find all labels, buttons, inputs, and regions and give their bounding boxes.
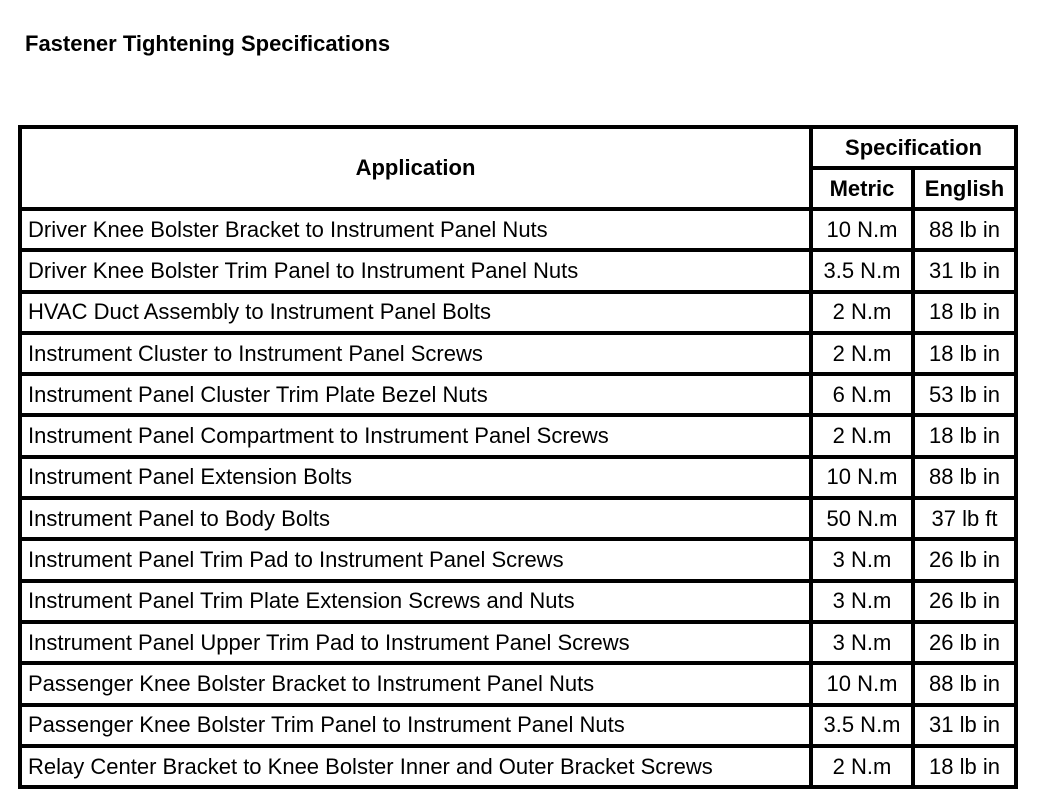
english-cell: 37 lb ft	[915, 500, 1018, 541]
metric-cell: 6 N.m	[813, 376, 915, 417]
english-cell: 31 lb in	[915, 707, 1018, 748]
application-cell: HVAC Duct Assembly to Instrument Panel Bolts	[22, 294, 813, 335]
application-cell: Instrument Panel Compartment to Instrument Panel Screws	[22, 417, 813, 458]
specification-header: Specification	[813, 129, 1018, 170]
table-row	[22, 211, 1018, 252]
table-row	[22, 459, 1018, 500]
english-cell: 26 lb in	[915, 583, 1018, 624]
fastener-spec-table	[18, 125, 1018, 789]
table-row	[22, 624, 1018, 665]
application-cell: Instrument Panel to Body Bolts	[22, 500, 813, 541]
metric-cell: 3.5 N.m	[813, 707, 915, 748]
metric-cell: 3.5 N.m	[813, 252, 915, 293]
metric-cell: 10 N.m	[813, 665, 915, 706]
metric-cell: 3 N.m	[813, 541, 915, 582]
application-header: Application	[22, 129, 813, 211]
english-cell: 18 lb in	[915, 294, 1018, 335]
table-row	[22, 707, 1018, 748]
english-cell: 26 lb in	[915, 541, 1018, 582]
table-row	[22, 376, 1018, 417]
english-header: English	[915, 170, 1018, 211]
table-row	[22, 748, 1018, 789]
table-row	[22, 541, 1018, 582]
metric-cell: 2 N.m	[813, 335, 915, 376]
application-cell: Passenger Knee Bolster Bracket to Instrument Panel Nuts	[22, 665, 813, 706]
application-cell: Instrument Cluster to Instrument Panel Screws	[22, 335, 813, 376]
table-row	[22, 417, 1018, 458]
table-row	[22, 252, 1018, 293]
english-cell: 26 lb in	[915, 624, 1018, 665]
application-cell: Instrument Panel Upper Trim Pad to Instrument Panel Screws	[22, 624, 813, 665]
metric-cell: 3 N.m	[813, 583, 915, 624]
metric-cell: 2 N.m	[813, 417, 915, 458]
application-cell: Instrument Panel Trim Plate Extension Screws and Nuts	[22, 583, 813, 624]
english-cell: 88 lb in	[915, 665, 1018, 706]
english-cell: 53 lb in	[915, 376, 1018, 417]
metric-cell: 3 N.m	[813, 624, 915, 665]
table-row	[22, 335, 1018, 376]
table-row	[22, 500, 1018, 541]
application-cell: Instrument Panel Trim Pad to Instrument Panel Screws	[22, 541, 813, 582]
metric-cell: 10 N.m	[813, 459, 915, 500]
english-cell: 88 lb in	[915, 459, 1018, 500]
metric-header: Metric	[813, 170, 915, 211]
english-cell: 31 lb in	[915, 252, 1018, 293]
table-row	[22, 665, 1018, 706]
english-cell: 88 lb in	[915, 211, 1018, 252]
metric-cell: 2 N.m	[813, 294, 915, 335]
metric-cell: 10 N.m	[813, 211, 915, 252]
metric-cell: 2 N.m	[813, 748, 915, 789]
english-cell: 18 lb in	[915, 335, 1018, 376]
application-cell: Driver Knee Bolster Bracket to Instrument Panel Nuts	[22, 211, 813, 252]
application-cell: Instrument Panel Cluster Trim Plate Bezel Nuts	[22, 376, 813, 417]
application-cell: Relay Center Bracket to Knee Bolster Inner and Outer Bracket Screws	[22, 748, 813, 789]
table-row	[22, 294, 1018, 335]
english-cell: 18 lb in	[915, 748, 1018, 789]
document-title: Fastener Tightening Specifications	[25, 31, 391, 56]
metric-cell: 50 N.m	[813, 500, 915, 541]
application-cell: Instrument Panel Extension Bolts	[22, 459, 813, 500]
application-cell: Driver Knee Bolster Trim Panel to Instrument Panel Nuts	[22, 252, 813, 293]
application-cell: Passenger Knee Bolster Trim Panel to Instrument Panel Nuts	[22, 707, 813, 748]
table-row	[22, 583, 1018, 624]
english-cell: 18 lb in	[915, 417, 1018, 458]
